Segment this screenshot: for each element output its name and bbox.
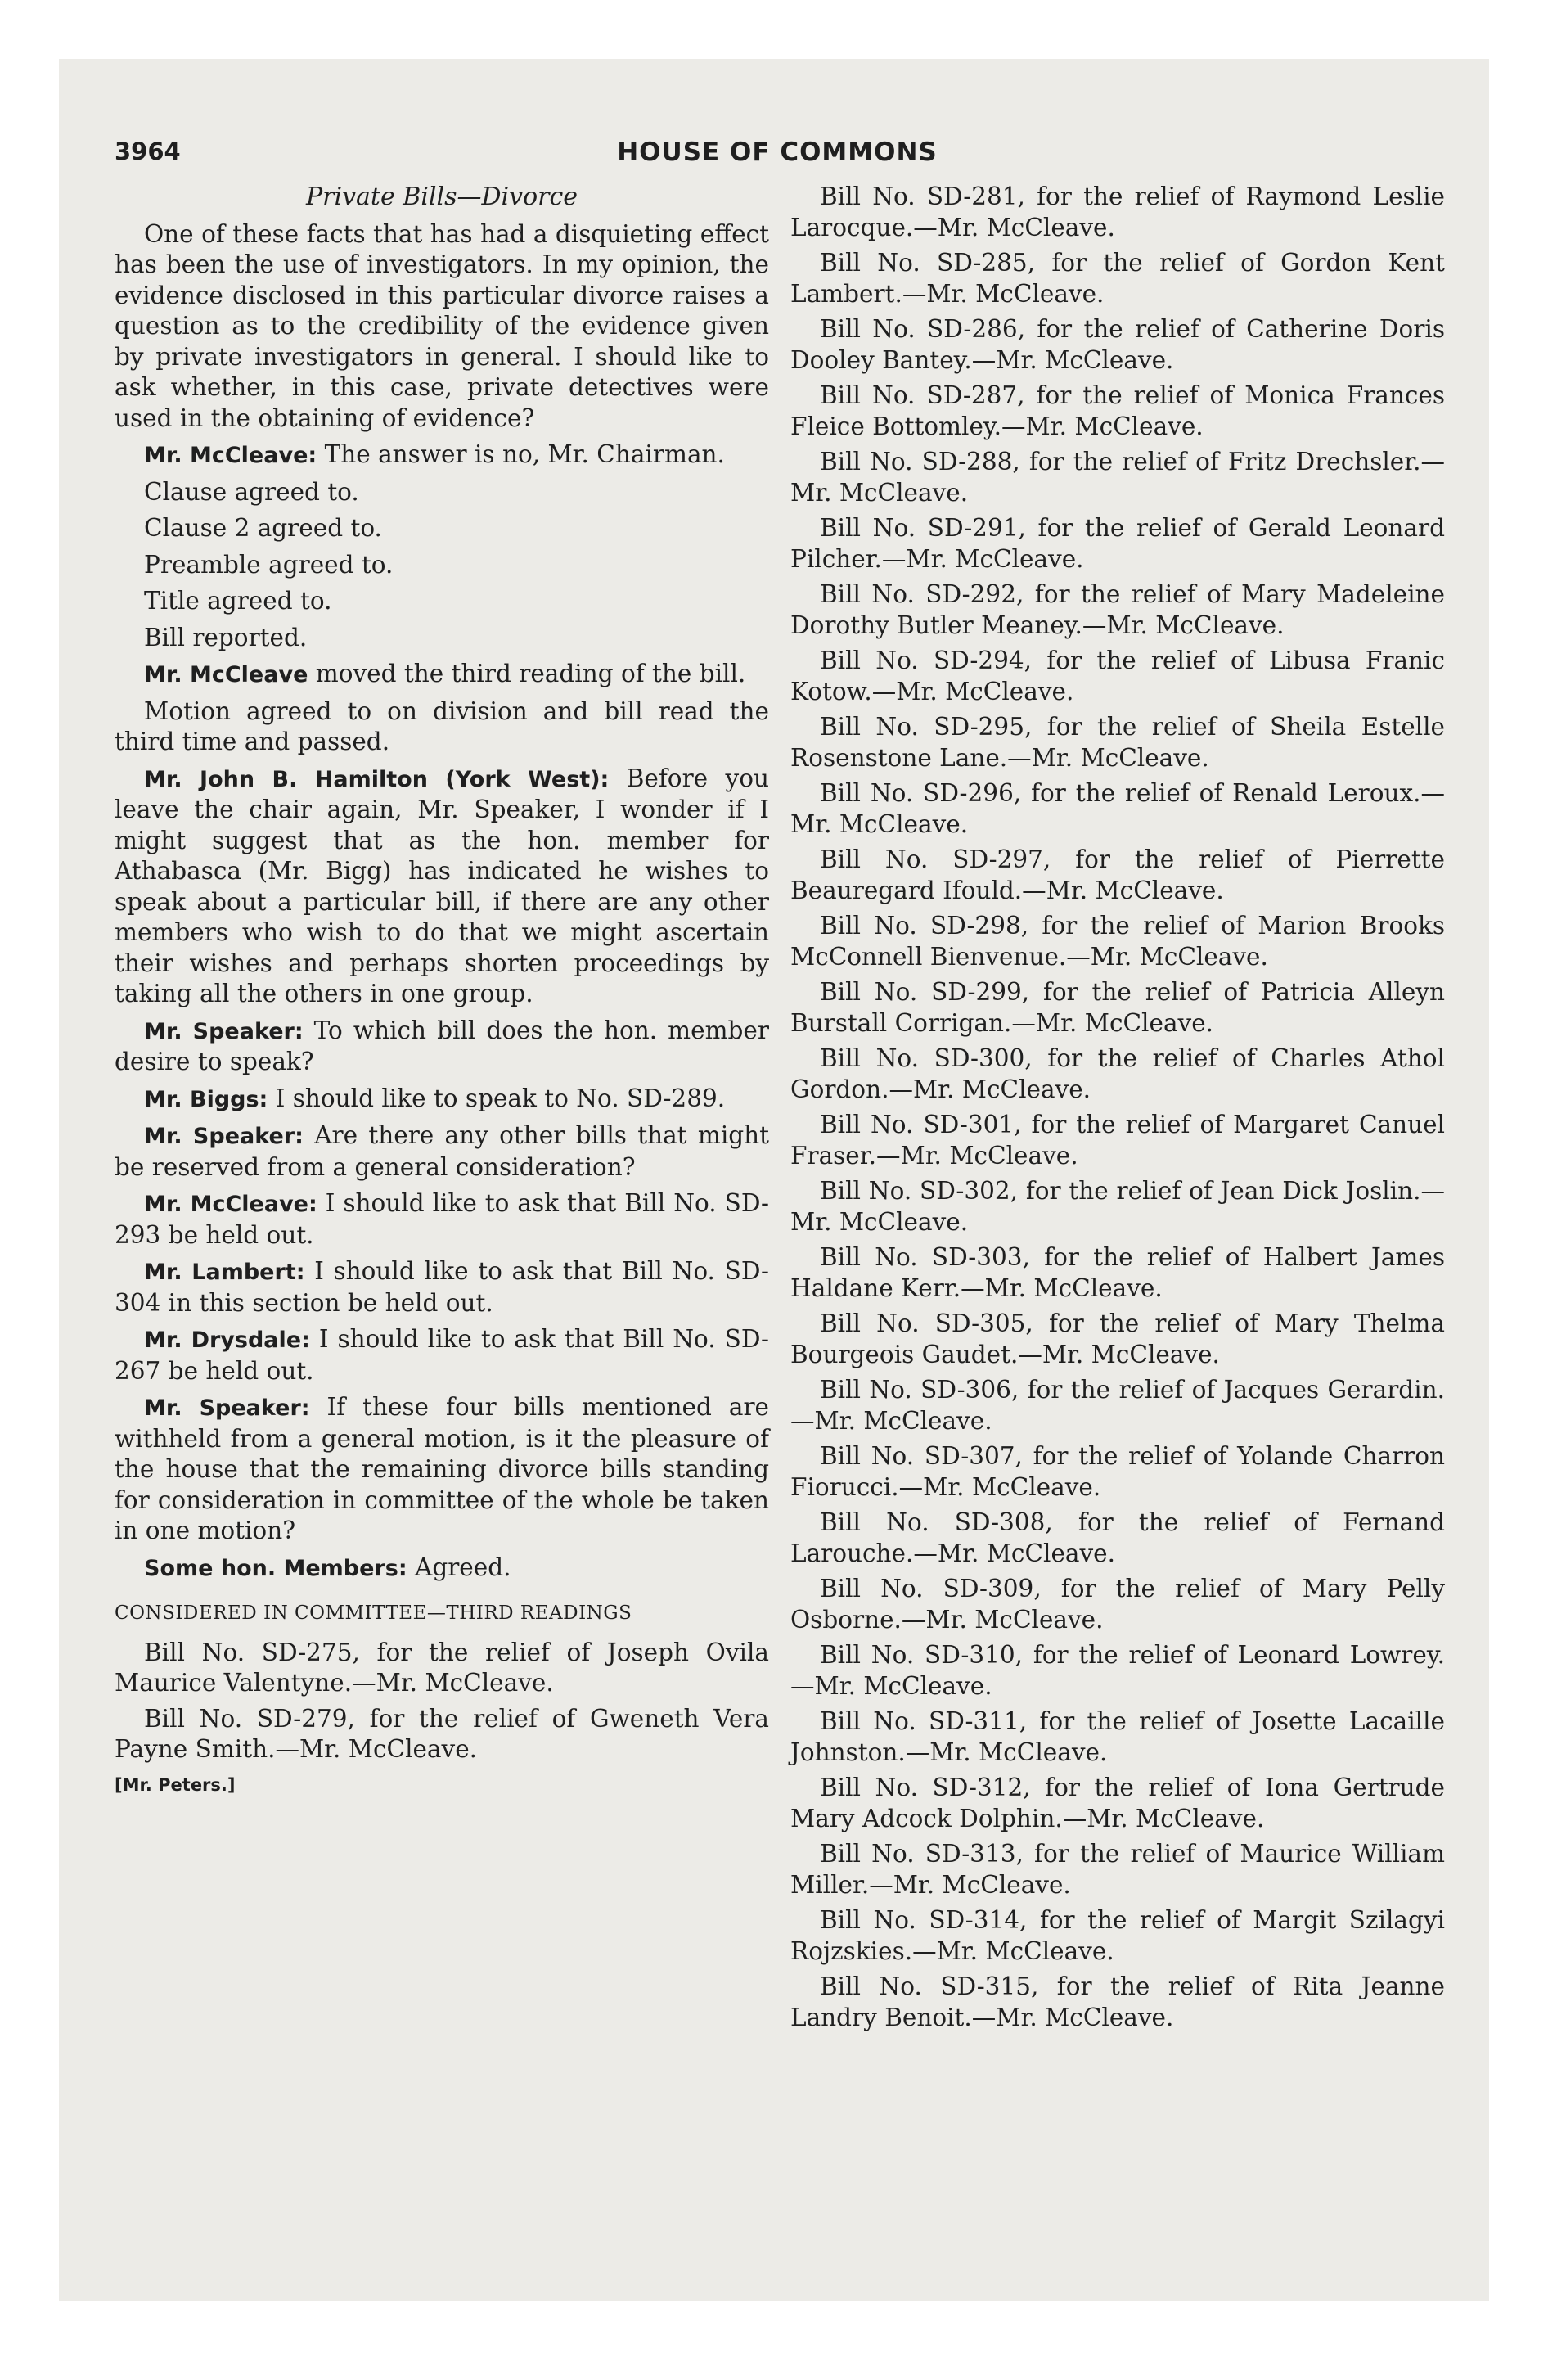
section-heading: Private Bills—Divorce <box>305 183 578 211</box>
left-column <box>115 182 769 1806</box>
bill-entry: Bill No. SD-311, for the relief of Josette Lacaille Johnston.—Mr. McCleave. <box>790 1707 1445 1766</box>
bill-entry: Bill No. SD-294, for the relief of Libusa Franic Kotow.—Mr. McCleave. <box>790 647 1445 705</box>
speech-hamilton <box>115 764 769 1010</box>
speaker-name: Mr. Speaker: <box>144 1124 304 1149</box>
bill-entry: Bill No. SD-285, for the relief of Gordon Kent Lambert.—Mr. McCleave. <box>790 249 1445 308</box>
bill-entry: Bill No. SD-303, for the relief of Halbert James Haldane Kerr.—Mr. McCleave. <box>790 1243 1445 1302</box>
speech-text: To which bill does the hon. member desire to speak? <box>115 1016 769 1075</box>
speech-text: I should like to speak to No. SD-289. <box>268 1084 726 1112</box>
speaker-name: Mr. John B. Hamilton (York West): <box>144 766 610 792</box>
speaker-name: Mr. McCleave <box>144 662 308 687</box>
speech-drysdale <box>115 1324 769 1386</box>
left-bill-list <box>115 1638 769 1765</box>
procedure-step: Clause agreed to. <box>144 477 359 506</box>
speech-lambert <box>115 1256 769 1318</box>
bill-entry: Bill No. SD-306, for the relief of Jacques Gerardin.—Mr. McCleave. <box>790 1376 1445 1435</box>
speaker-name: Mr. Speaker: <box>144 1395 310 1421</box>
bill-entry: Bill No. SD-308, for the relief of Fernand Larouche.—Mr. McCleave. <box>790 1508 1445 1567</box>
speaker-name: Mr. Speaker: <box>144 1018 304 1044</box>
procedure-step: Clause 2 agreed to. <box>144 514 382 542</box>
speech-mccleave-3 <box>115 1188 769 1251</box>
footer-speaker-tag: [Mr. Peters.] <box>115 1774 236 1795</box>
procedure-step: Preamble agreed to. <box>144 550 394 579</box>
speaker-name: Mr. McCleave: <box>144 443 317 468</box>
bill-entry: Bill No. SD-291, for the relief of Gerald Leonard Pilcher.—Mr. McCleave. <box>790 514 1445 573</box>
bill-entry: Bill No. SD-288, for the relief of Fritz Drechsler.—Mr. McCleave. <box>790 448 1445 507</box>
procedure-step: Title agreed to. <box>144 587 332 615</box>
procedure-step: Bill reported. <box>144 623 308 651</box>
speech-mccleave-2 <box>115 659 769 691</box>
speaker-name: Mr. Drysdale: <box>144 1327 310 1353</box>
bill-entry: Bill No. SD-299, for the relief of Patricia Alleyn Burstall Corrigan.—Mr. McCleave. <box>790 978 1445 1037</box>
speech-speaker-2 <box>115 1120 769 1183</box>
bill-entry: Bill No. SD-298, for the relief of Marion Brooks McConnell Bienvenue.—Mr. McCleave. <box>790 912 1445 971</box>
page-header <box>115 137 1440 174</box>
running-title: HOUSE OF COMMONS <box>617 137 938 167</box>
committee-heading: CONSIDERED IN COMMITTEE—THIRD READINGS <box>115 1602 632 1624</box>
speech-text: I should like to ask that Bill No. SD-304 in this section be held out. <box>115 1257 769 1317</box>
bill-entry: Bill No. SD-302, for the relief of Jean Dick Joslin.—Mr. McCleave. <box>790 1177 1445 1236</box>
speaker-name: Mr. Lambert: <box>144 1260 305 1285</box>
bill-entry: Bill No. SD-310, for the relief of Leonard Lowrey.—Mr. McCleave. <box>790 1641 1445 1700</box>
motion-paragraph: Motion agreed to on division and bill read the third time and passed. <box>115 696 769 755</box>
intro-paragraph: One of these facts that has had a disquieting effect has been the use of investigators. In my opinion, the evidence disclosed in this particular divorce raises a question as to the credibility of the evidence given by private investigators in general. I should like to ask whether, in this case, private detectives were used in the obtaining of evidence? <box>115 219 769 432</box>
bill-entry: Bill No. SD-279, for the relief of Gweneth Vera Payne Smith.—Mr. McCleave. <box>115 1704 769 1763</box>
bill-entry: Bill No. SD-281, for the relief of Raymond Leslie Larocque.—Mr. McCleave. <box>790 183 1445 241</box>
bill-entry: Bill No. SD-301, for the relief of Margaret Canuel Fraser.—Mr. McCleave. <box>790 1111 1445 1170</box>
speech-speaker-1 <box>115 1016 769 1078</box>
bill-entry: Bill No. SD-309, for the relief of Mary Pelly Osborne.—Mr. McCleave. <box>790 1575 1445 1634</box>
speech-text: I should like to ask that Bill No. SD-267 be held out. <box>115 1325 769 1385</box>
speech-text: I should like to ask that Bill No. SD-293 be held out. <box>115 1189 769 1249</box>
speech-text: The answer is no, Mr. Chairman. <box>317 440 725 468</box>
bill-entry: Bill No. SD-297, for the relief of Pierrette Beauregard Ifould.—Mr. McCleave. <box>790 845 1445 904</box>
bill-entry: Bill No. SD-296, for the relief of Renald Leroux.—Mr. McCleave. <box>790 779 1445 838</box>
right-column <box>790 182 1445 2038</box>
bill-entry: Bill No. SD-312, for the relief of Iona Gertrude Mary Adcock Dolphin.—Mr. McCleave. <box>790 1774 1445 1832</box>
bill-entry: Bill No. SD-300, for the relief of Charles Athol Gordon.—Mr. McCleave. <box>790 1044 1445 1103</box>
page-number: 3964 <box>115 137 181 165</box>
speech-text: Are there any other bills that might be reserved from a general consideration? <box>115 1121 769 1181</box>
bill-entry: Bill No. SD-315, for the relief of Rita Jeanne Landry Benoit.—Mr. McCleave. <box>790 1972 1445 2031</box>
speech-text: If these four bills mentioned are withheld from a general motion, is it the pleasure of the house that the remaining divorce bills standing for consideration in committee of the whole be taken in one motion? <box>115 1393 769 1544</box>
bill-entry: Bill No. SD-314, for the relief of Margit Szilagyi Rojzskies.—Mr. McCleave. <box>790 1906 1445 1965</box>
speaker-name: Mr. Biggs: <box>144 1086 268 1112</box>
speech-text: Agreed. <box>407 1553 511 1581</box>
speaker-name: Mr. McCleave: <box>144 1192 317 1217</box>
speech-members <box>115 1553 769 1584</box>
bill-entry: Bill No. SD-313, for the relief of Maurice William Miller.—Mr. McCleave. <box>790 1840 1445 1899</box>
bill-entry: Bill No. SD-295, for the relief of Sheila Estelle Rosenstone Lane.—Mr. McCleave. <box>790 713 1445 772</box>
speaker-name: Some hon. Members: <box>144 1555 407 1581</box>
bill-entry: Bill No. SD-292, for the relief of Mary Madeleine Dorothy Butler Meaney.—Mr. McCleave. <box>790 580 1445 639</box>
speech-text: moved the third reading of the bill. <box>308 660 746 687</box>
bill-entry: Bill No. SD-275, for the relief of Joseph Ovila Maurice Valentyne.—Mr. McCleave. <box>115 1638 769 1697</box>
bill-entry: Bill No. SD-307, for the relief of Yolande Charron Fiorucci.—Mr. McCleave. <box>790 1442 1445 1501</box>
speech-mccleave-1 <box>115 439 769 471</box>
bill-entry: Bill No. SD-287, for the relief of Monica Frances Fleice Bottomley.—Mr. McCleave. <box>790 381 1445 440</box>
speech-speaker-3 <box>115 1392 769 1547</box>
bill-entry: Bill No. SD-286, for the relief of Catherine Doris Dooley Bantey.—Mr. McCleave. <box>790 315 1445 374</box>
speech-text: Before you leave the chair again, Mr. Speaker, I wonder if I might suggest that as the hon. member for Athabasca (Mr. Bigg) has indicated he wishes to speak about a particular bill, if there are any other members who wish to do that we might ascertain their wishes and perhaps shorten proceedings by taking all the others in one group. <box>115 764 769 1007</box>
speech-biggs <box>115 1084 769 1116</box>
bill-entry: Bill No. SD-305, for the relief of Mary Thelma Bourgeois Gaudet.—Mr. McCleave. <box>790 1309 1445 1368</box>
